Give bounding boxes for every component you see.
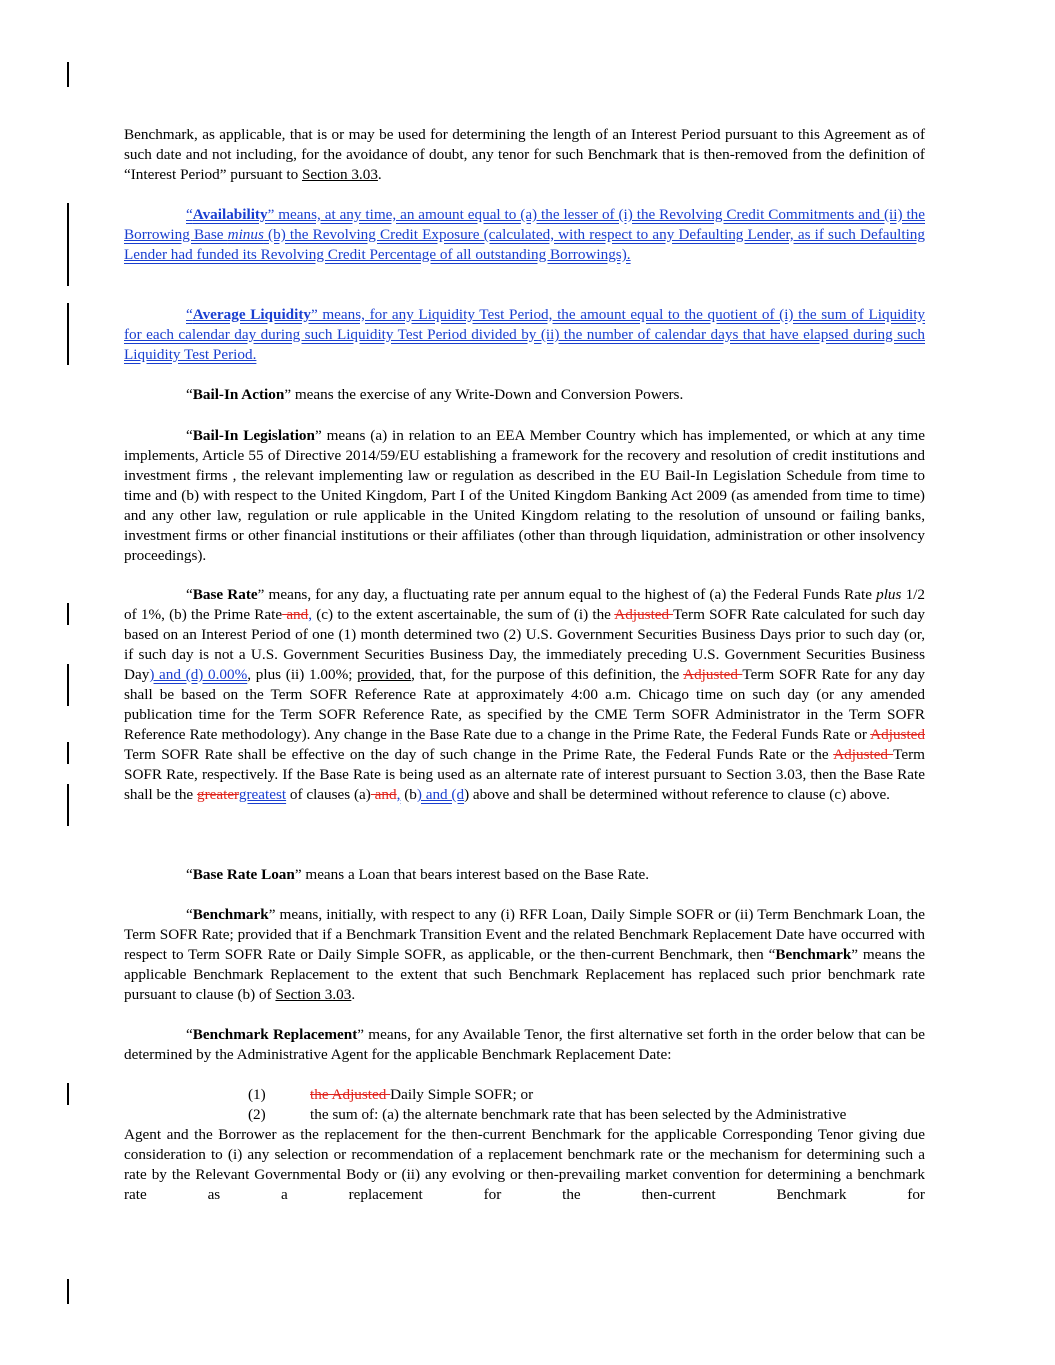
quote: “	[186, 386, 193, 403]
inserted-text: ,	[308, 606, 313, 623]
change-bar	[67, 664, 69, 706]
inserted-text: ) and (d	[416, 786, 465, 803]
defined-term: Base Rate	[192, 586, 258, 603]
definition-text: (b	[400, 786, 417, 803]
emphasis: plus	[876, 586, 902, 603]
paragraph-continuation	[124, 125, 925, 185]
change-bar	[67, 742, 69, 764]
item-text: Agent and the Borrower as the replacement for the then-current Benchmark for the applicable Corresponding Tenor giving due consideration to (i) any selection or recommendation of a replacement benchmark rate or the mechanism for determining such a rate by the Relevant Governmental Body or (ii) any evolving or then-prevailing market convention for determining a benchmark rate as a replacement for the then-current Benchmark for	[124, 1126, 925, 1203]
definition-text: (c) to the extent ascertainable, the sum of (i) the	[312, 606, 615, 623]
change-bar	[67, 303, 69, 365]
definition-text: ” means a Loan that bears interest based on the Base Rate.	[294, 866, 650, 883]
quote: “	[186, 306, 193, 323]
deleted-text: Adjusted	[870, 726, 925, 743]
defined-term: Bail-In Legislation	[192, 427, 315, 444]
defined-term: Benchmark	[775, 946, 852, 963]
defined-term: Availability	[192, 206, 268, 223]
definition-average-liquidity	[124, 305, 925, 365]
definition-text: Term SOFR Rate shall be effective on the day of such change in the Prime Rate, the Federal Funds Rate or the	[124, 746, 834, 763]
deleted-text: greater	[196, 786, 239, 803]
period: .	[377, 166, 382, 183]
deleted-text: Adjusted	[833, 746, 894, 763]
definition-bail-in-legislation	[124, 426, 925, 566]
definition-text: ” means, for any Available Tenor, the first alternative set forth in the order below that can be determined by the Administrative Agent for the applicable Benchmark Replacement Date:	[124, 1026, 925, 1063]
definition-text: Term SOFR Rate, respectively. If the Base Rate is being used as an alternate rate of interest pursuant to Section 3.03, then the Base Rate shall be the	[124, 746, 925, 803]
item-number: (2)	[248, 1106, 266, 1123]
change-bar	[67, 62, 69, 87]
quote: “	[186, 427, 193, 444]
definition-availability	[124, 205, 925, 265]
period: .	[351, 986, 356, 1003]
change-bar	[67, 1083, 69, 1105]
change-bar	[67, 203, 69, 286]
definition-text: Term SOFR Rate for any day shall be based on the Term SOFR Reference Rate at approximately 4:00 a.m. Chicago time on such day (or any amended publication time for the Term SOFR Reference Rate, as specified by the CME Term SOFR Administrator in the Term SOFR Reference Rate methodology). Any change in the Base Rate due to a change in the Prime Rate, the Federal Funds Rate or	[124, 666, 925, 743]
definition-text: ” means, for any Liquidity Test Period, the amount equal to the quotient of (i) the sum of Liquidity for each calendar day during such Liquidity Test Period divided by (ii) the number of calendar days that have elapsed during such Liquidity Test Period.	[124, 306, 926, 363]
deleted-text: the Adjusted	[310, 1086, 391, 1103]
quote: “	[186, 206, 193, 223]
list-item-2	[248, 1105, 846, 1125]
definition-text: of clauses (a)	[286, 786, 371, 803]
definition-benchmark-replacement	[124, 1025, 925, 1065]
definition-text: 1/2 of 1%, (b) the Prime Rate	[124, 586, 925, 623]
defined-term: Bail-In Action	[192, 386, 285, 403]
defined-term: Base Rate Loan	[192, 866, 295, 883]
definition-text: ” means the exercise of any Write-Down and Conversion Powers.	[284, 386, 684, 403]
definition-text: ” means the applicable Benchmark Replacement to the extent that such Benchmark Replacement has replaced such prior benchmark rate pursuant to clause (b) of	[124, 946, 925, 1003]
definition-text: (b) the Revolving Credit Exposure (calculated, with respect to any Defaulting Lender, as if such Defaulting Lender had funded its Revolving Credit Percentage of all outstanding Borrowings).	[124, 226, 925, 263]
deleted-text: and	[282, 606, 309, 623]
definition-text: ” means, for any day, a fluctuating rate per annum equal to the highest of (a) the Federal Funds Rate	[257, 586, 877, 603]
definition-text: , that, for the purpose of this definition, the	[411, 666, 684, 683]
definition-text: ” means (a) in relation to an EEA Member Country which has implemented, or which at any time implements, Article 55 of Directive 2014/59/EU establishing a framework for the recovery and resolution of credit institutions and investment firms , the relevant implementing law or regulation as described in the EU Bail-In Legislation Schedule from time to time and (b) with respect to the United Kingdom, Part I of the United Kingdom Banking Act 2009 (as amended from time to time) and any other law, regulation or rule applicable in the United Kingdom relating to the resolution of unsound or failing banks, investment firms or other financial institutions or their affiliates (other than through liquidation, administration or other insolvency proceedings).	[124, 427, 925, 564]
defined-term: Benchmark Replacement	[192, 1026, 358, 1043]
quote: “	[186, 586, 193, 603]
definition-benchmark	[124, 905, 925, 1005]
list-item-2-continuation	[124, 1125, 925, 1205]
section-reference: Section 3.03	[301, 166, 378, 183]
emphasis: minus	[227, 226, 264, 243]
definition-base-rate	[124, 585, 925, 805]
quote: “	[186, 866, 193, 883]
list-item-1	[248, 1085, 533, 1105]
quote: “	[186, 1026, 193, 1043]
deleted-text: Adjusted	[683, 666, 743, 683]
definition-text: , plus (ii) 1.00%;	[247, 666, 358, 683]
inserted-text: greatest	[238, 786, 287, 803]
definition-text: Term SOFR Rate calculated for such day based on an Interest Period of one (1) month determined two (2) U.S. Government Securities Business Days prior to such day (or, if such day is not a U.S. Government Securities Business Day, the immediately preceding U.S. Government Securities Business Day	[124, 606, 925, 683]
item-number: (1)	[248, 1086, 266, 1103]
quote: “	[186, 906, 193, 923]
deleted-text: Adjusted	[614, 606, 674, 623]
inserted-text: ) and (d) 0.00%	[149, 666, 248, 683]
definition-base-rate-loan	[124, 865, 925, 885]
inserted-text: ,	[396, 786, 401, 803]
definition-text: ” means, initially, with respect to any (i) RFR Loan, Daily Simple SOFR or (ii) Term Benchmark Loan, the Term SOFR Rate; provided that if a Benchmark Transition Event and the related Benchmark Replacement Date have occurred with respect to Term SOFR Rate or Daily Simple SOFR, as applicable, or the then-current Benchmark, then “	[124, 906, 925, 963]
paragraph-text: Benchmark, as applicable, that is or may be used for determining the length of an Interest Period pursuant to this Agreement as of such date and not including, for the avoidance of doubt, any tenor for such Benchmark that is then-removed from the definition of “Interest Period” pursuant to	[124, 126, 925, 183]
deleted-text: and	[370, 786, 397, 803]
emphasis: provided	[357, 666, 412, 683]
definition-text: ” means, at any time, an amount equal to (a) the lesser of (i) the Revolving Credit Commitments and (ii) the Borrowing Base	[124, 206, 925, 243]
change-bar	[67, 603, 69, 625]
change-bar	[67, 784, 69, 826]
item-text: Daily Simple SOFR; or	[390, 1086, 534, 1103]
definition-text: ) above and shall be determined without reference to clause (c) above.	[464, 786, 890, 803]
item-text: the sum of: (a) the alternate benchmark rate that has been selected by the Administrative	[310, 1106, 847, 1123]
defined-term: Benchmark	[192, 906, 269, 923]
change-bar	[67, 1279, 69, 1304]
definition-bail-in-action	[124, 385, 925, 405]
defined-term: Average Liquidity	[192, 306, 311, 323]
section-reference: Section 3.03	[275, 986, 352, 1003]
